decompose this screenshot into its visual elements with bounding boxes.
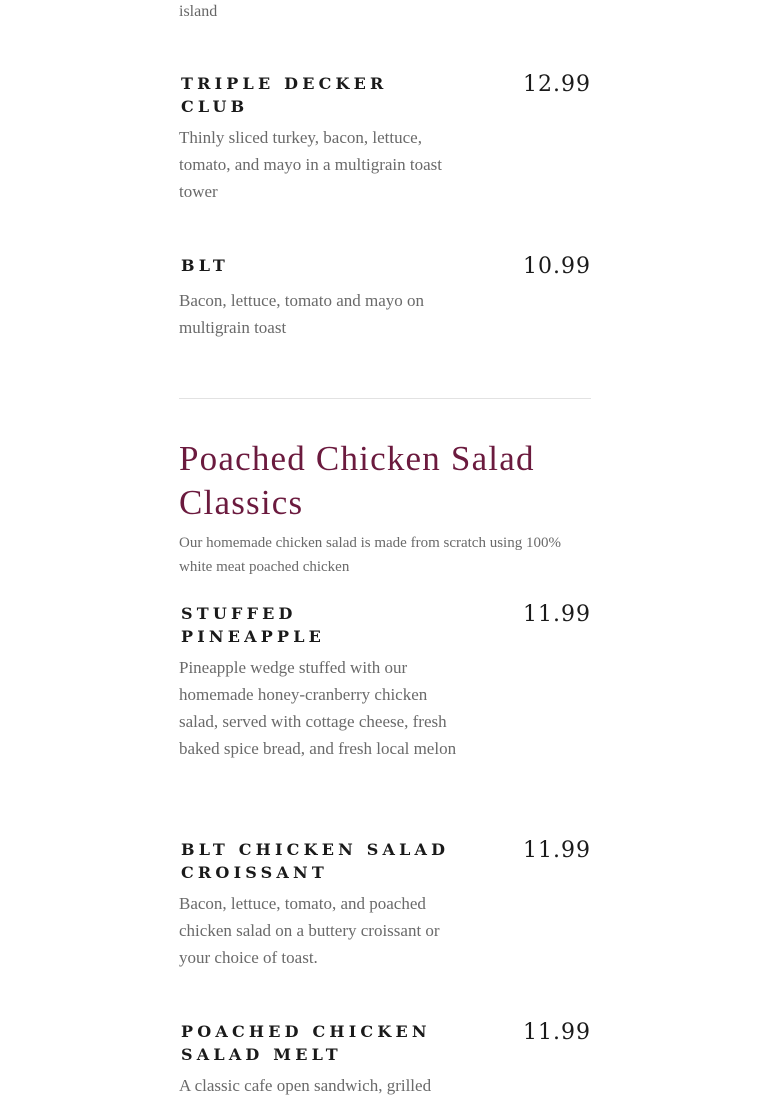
- item-description: Pineapple wedge stuffed with our homemade honey-cranberry chicken salad, served with cottage cheese, fresh baked spice bread, and fresh local melon: [179, 658, 457, 758]
- section-divider: [179, 398, 591, 399]
- item-name: BLT: [181, 256, 229, 275]
- item-name: STUFFED PINEAPPLE: [181, 604, 326, 646]
- item-description-fragment: island: [179, 3, 218, 20]
- item-name: BLT CHICKEN SALAD CROISSANT: [181, 840, 450, 882]
- section-description: Our homemade chicken salad is made from scratch using 100% white meat poached chicken: [179, 535, 561, 575]
- item-description: Bacon, lettuce, tomato and mayo on multigrain toast: [179, 291, 425, 337]
- item-price: 10.99: [523, 254, 591, 279]
- item-description: Thinly sliced turkey, bacon, lettuce, tomato, and mayo in a multigrain toast tower: [179, 128, 442, 201]
- item-name: POACHED CHICKEN SALAD MELT: [181, 1022, 431, 1064]
- item-price: 12.99: [523, 72, 591, 97]
- item-price: 11.99: [523, 1020, 591, 1045]
- item-price: 11.99: [523, 602, 591, 627]
- item-description: A classic cafe open sandwich, grilled: [179, 1076, 432, 1095]
- item-description: Bacon, lettuce, tomato, and poached chicken salad on a buttery croissant or your choice of toast.: [179, 894, 440, 967]
- item-price: 11.99: [523, 838, 591, 863]
- item-name: TRIPLE DECKER CLUB: [181, 74, 388, 116]
- section-title: Poached Chicken Salad Classics: [179, 439, 535, 522]
